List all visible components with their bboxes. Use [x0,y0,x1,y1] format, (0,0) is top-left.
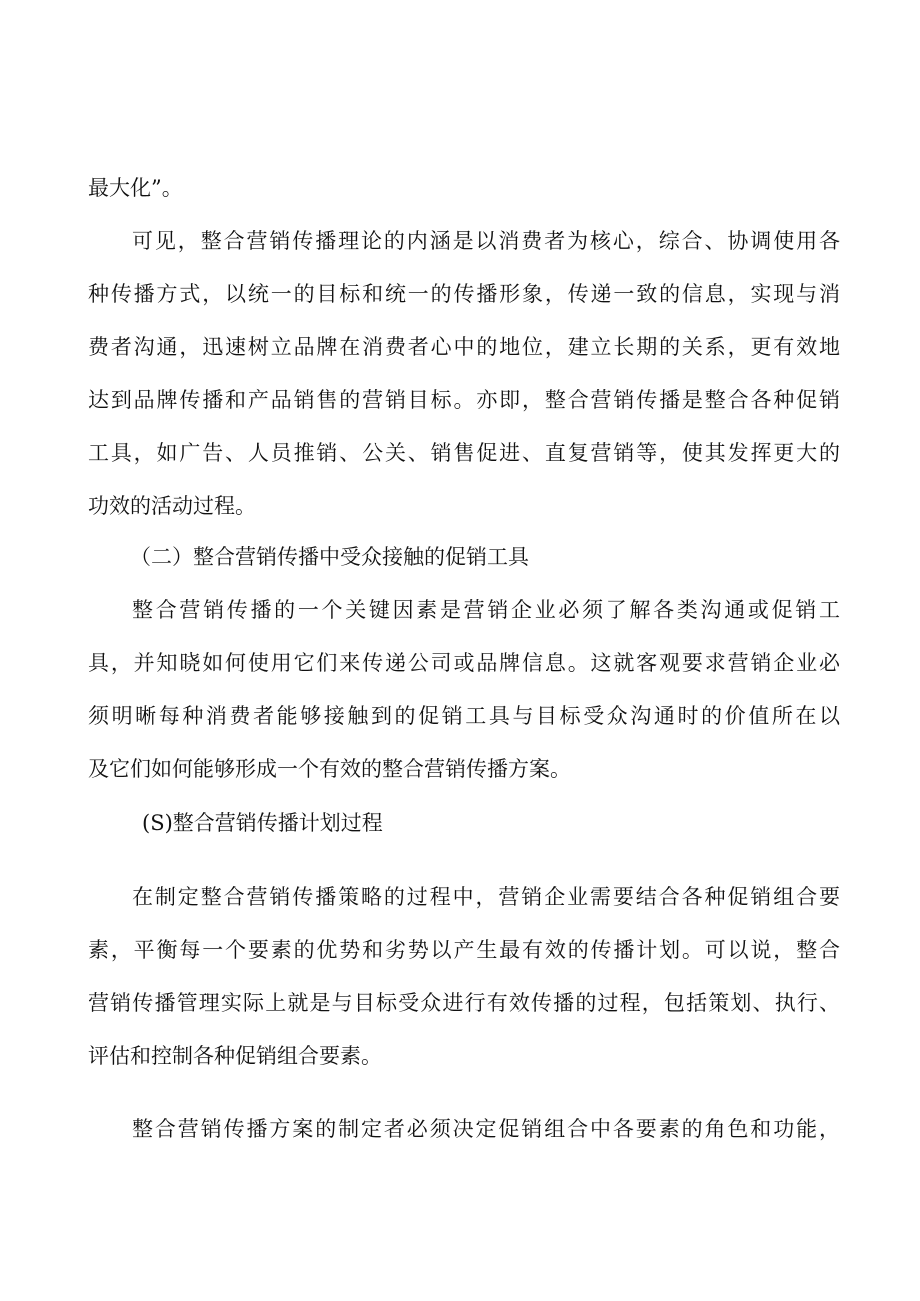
paragraph-1-line-1: 可见，整合营销传播理论的内涵是以消费者为核心，综合、协调使用各 [132,229,840,253]
paragraph-3-line-4: 评估和控制各种促销组合要素。 [88,1044,382,1068]
paragraph-1-line-4: 达到品牌传播和产品销售的营销目标。亦即，整合营销传播是整合各种促销 [88,388,840,412]
paragraph-2-line-1: 整合营销传播的一个关键因素是营销企业必须了解各类沟通或促销工 [132,598,840,622]
paragraph-1-line-5: 工具，如广告、人员推销、公关、销售促进、直复营销等，使其发挥更大的 [88,441,840,465]
paragraph-3-line-2: 素，平衡每一个要素的优势和劣势以产生最有效的传播计划。可以说，整合 [88,938,840,962]
paragraph-4-line-1: 整合营销传播方案的制定者必须决定促销组合中各要素的角色和功能， [132,1117,840,1141]
paragraph-1-line-6: 功效的活动过程。 [88,494,256,518]
paragraph-3-line-1: 在制定整合营销传播策略的过程中，营销企业需要结合各种促销组合要 [132,885,840,909]
paragraph-2-line-2: 具，并知晓如何使用它们来传递公司或品牌信息。这就客观要求营销企业必 [88,651,840,675]
paragraph-1-line-3: 费者沟通，迅速树立品牌在消费者心中的地位，建立长期的关系，更有效地 [88,335,840,359]
section-heading-3: (S)整合营销传播计划过程 [142,811,383,835]
section-heading-2: （二）整合营销传播中受众接触的促销工具 [130,545,529,569]
paragraph-2-line-4: 及它们如何能够形成一个有效的整合营销传播方案。 [88,757,571,781]
intro-line: 最大化”。 [88,176,183,200]
paragraph-3-line-3: 营销传播管理实际上就是与目标受众进行有效传播的过程，包括策划、执行、 [88,991,840,1015]
paragraph-1-line-2: 种传播方式，以统一的目标和统一的传播形象，传递一致的信息，实现与消 [88,282,840,306]
paragraph-2-line-3: 须明晰每种消费者能够接触到的促销工具与目标受众沟通时的价值所在以 [88,704,840,728]
